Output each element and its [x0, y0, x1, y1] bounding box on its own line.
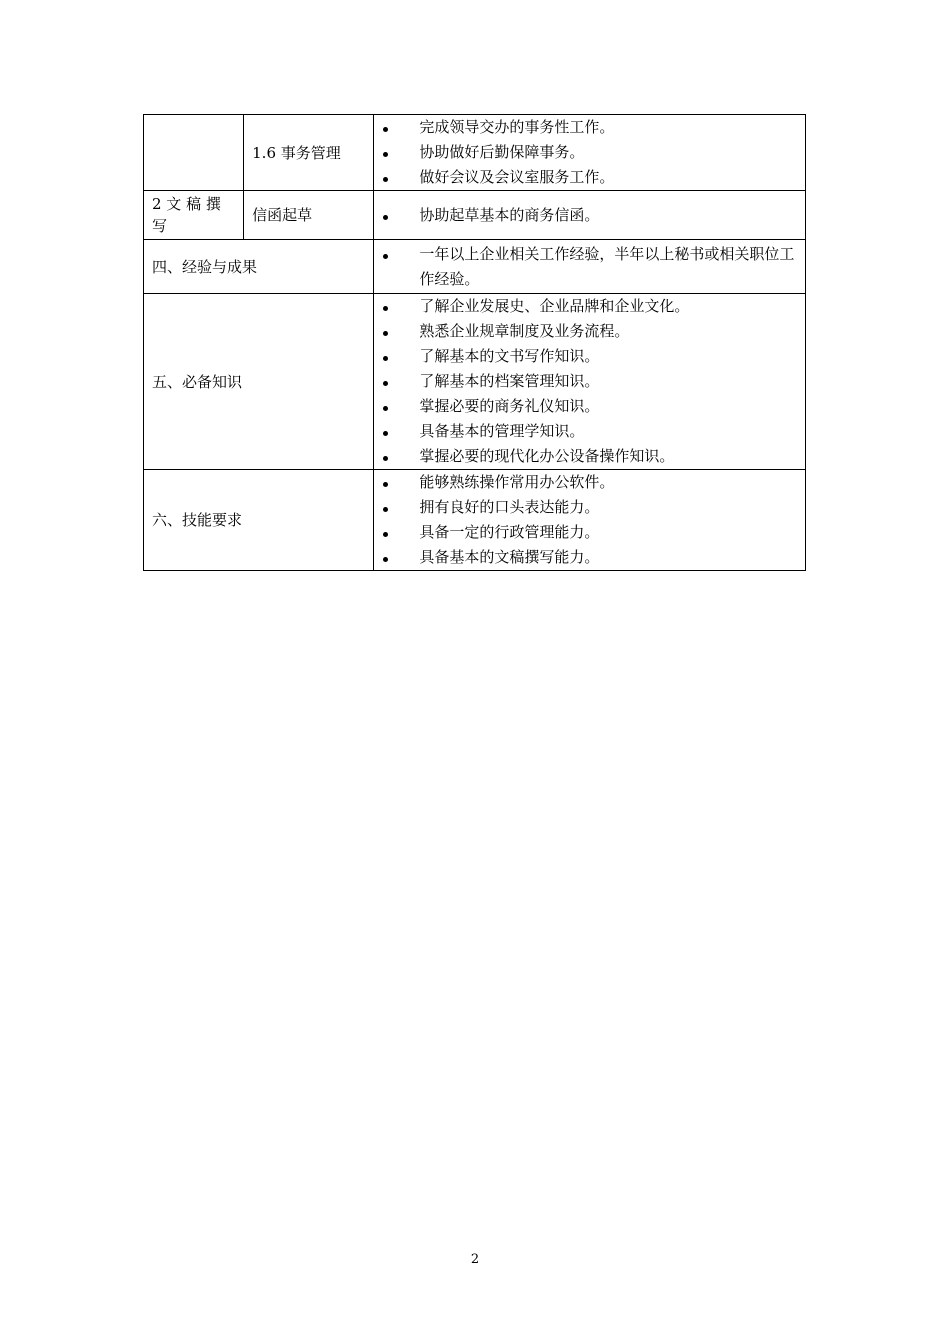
bullet-icon	[383, 456, 388, 461]
list-item: 拥有良好的口头表达能力。	[374, 495, 805, 520]
bullet-icon	[383, 254, 388, 259]
list-item: 做好会议及会议室服务工作。	[374, 165, 805, 190]
table-row	[144, 240, 806, 294]
list-item: 一年以上企业相关工作经验，半年以上秘书或相关职位工作经验。	[374, 242, 805, 292]
bullet-icon	[383, 431, 388, 436]
bullet-icon	[383, 381, 388, 386]
list-item: 具备基本的文稿撰写能力。	[374, 545, 805, 570]
list-item: 具备基本的管理学知识。	[374, 419, 805, 444]
list-item: 能够熟练操作常用办公软件。	[374, 470, 805, 495]
table-row	[144, 115, 806, 191]
item-list	[374, 115, 805, 190]
subcategory-cell: 信函起草	[244, 191, 374, 240]
item-list	[374, 470, 805, 570]
list-item: 协助做好后勤保障事务。	[374, 140, 805, 165]
list-item: 具备一定的行政管理能力。	[374, 520, 805, 545]
section-label-cell: 五、必备知识	[144, 294, 374, 470]
bullet-icon	[383, 557, 388, 562]
list-item: 完成领导交办的事务性工作。	[374, 115, 805, 140]
bullet-icon	[383, 507, 388, 512]
items-cell	[374, 191, 806, 240]
item-list	[374, 294, 805, 469]
item-list	[374, 242, 805, 292]
bullet-icon	[383, 406, 388, 411]
list-item: 了解基本的档案管理知识。	[374, 369, 805, 394]
items-cell	[374, 240, 806, 294]
items-cell	[374, 115, 806, 191]
list-item: 了解基本的文书写作知识。	[374, 344, 805, 369]
list-item: 掌握必要的现代化办公设备操作知识。	[374, 444, 805, 469]
table-row	[144, 294, 806, 470]
bullet-icon	[383, 127, 388, 132]
list-item: 掌握必要的商务礼仪知识。	[374, 394, 805, 419]
item-list	[374, 203, 805, 228]
bullet-icon	[383, 152, 388, 157]
bullet-icon	[383, 532, 388, 537]
section-label-cell: 四、经验与成果	[144, 240, 374, 294]
bullet-icon	[383, 177, 388, 182]
list-item: 熟悉企业规章制度及业务流程。	[374, 319, 805, 344]
page-number: 2	[470, 1252, 480, 1267]
bullet-icon	[383, 331, 388, 336]
subcategory-cell: 1.6 事务管理	[244, 115, 374, 191]
table-row	[144, 470, 806, 571]
bullet-icon	[383, 482, 388, 487]
list-item: 了解企业发展史、企业品牌和企业文化。	[374, 294, 805, 319]
list-item: 协助起草基本的商务信函。	[374, 203, 805, 228]
items-cell	[374, 470, 806, 571]
category-cell	[144, 115, 244, 191]
job-requirements-table	[143, 114, 806, 571]
bullet-icon	[383, 356, 388, 361]
bullet-icon	[383, 306, 388, 311]
items-cell	[374, 294, 806, 470]
category-cell: 2 文 稿 撰写	[144, 191, 244, 240]
bullet-icon	[383, 215, 388, 220]
section-label-cell: 六、技能要求	[144, 470, 374, 571]
table-row	[144, 191, 806, 240]
